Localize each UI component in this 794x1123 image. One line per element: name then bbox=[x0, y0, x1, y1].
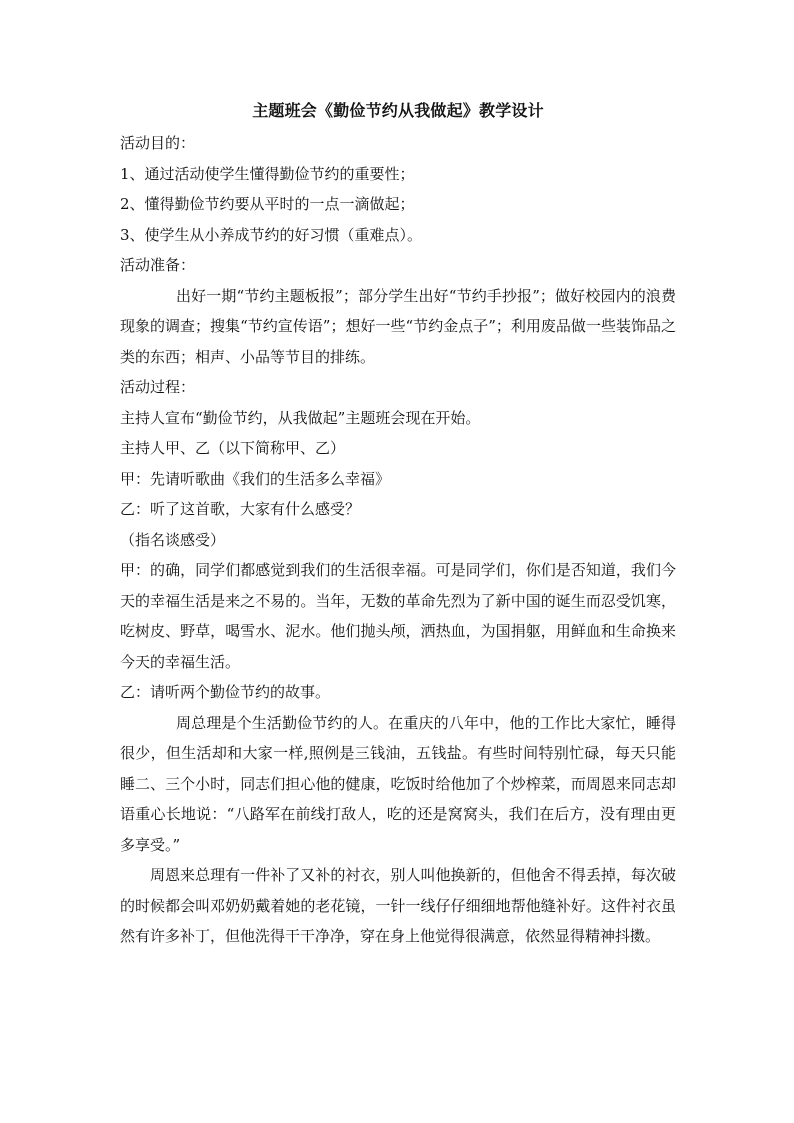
yi-line: 乙：请听两个勤俭节约的故事。 bbox=[120, 683, 331, 701]
story-paragraph-2: 周恩来总理有一件补了又补的衬衣，别人叫他换新的，但他舍不得丢掉，每次破的时候都会叫邓奶奶戴着她的老花镜，一针一线仔仔细细地帮他缝补好。这件衬衣虽然有许多补丁，但他洗得干干净净，穿在身上他觉得很满意，依然显得精神抖擞。 bbox=[120, 866, 676, 945]
goal-item-2: 2、懂得勤俭节约要从平时的一点一滴做起； bbox=[120, 195, 415, 213]
prep-paragraph: 出好一期“节约主题板报”；部分学生出好“节约手抄报”；做好校园内的浪费现象的调查；搜集“节约宣传语”；想好一些“节约金点子”；利用废品做一些装饰品之类的东西；相声、小品等节目的排练。 bbox=[120, 286, 676, 366]
jia-paragraph: 甲：的确，同学们都感觉到我们的生活很幸福。可是同学们，你们是否知道，我们今天的幸福生活是来之不易的。当年，无数的革命先烈为了新中国的诞生而忍受饥寒，吃树皮、野草，喝雪水、泥水。他们抛头颅，洒热血，为国捐躯，用鲜血和生命换来今天的幸福生活。 bbox=[120, 561, 676, 671]
process-line-1: 主持人宣布“勤俭节约，从我做起”主题班会现在开始。 bbox=[120, 408, 481, 427]
document-title: 主题班会《勤俭节约从我做起》教学设计 bbox=[252, 101, 544, 120]
process-line-4: 乙：听了这首歌，大家有什么感受？ bbox=[120, 500, 361, 518]
document-page bbox=[120, 94, 676, 952]
story-paragraph-1: 周总理是个生活勤俭节约的人。在重庆的八年中，他的工作比大家忙，睡得很少，但生活却和大家一样,照例是三钱油，五钱盐。有些时间特别忙碌，每天只能睡二、三个小时，同志们担心他的健康，吃饭时给他加了个炒榨菜，而周恩来同志却语重心长地说：“八路军在前线打敌人，吃的还是窝窝头，我们在后方，没有理由更多享受。” bbox=[120, 713, 676, 854]
goals-heading: 活动目的： bbox=[120, 134, 196, 152]
prep-heading: 活动准备： bbox=[120, 256, 196, 274]
process-line-5: （指名谈感受） bbox=[120, 530, 226, 549]
goal-item-3: 3、使学生从小养成节约的好习惯（重难点）。 bbox=[120, 225, 423, 244]
goal-item-1: 1、通过活动使学生懂得勤俭节约的重要性； bbox=[120, 164, 415, 183]
process-line-3: 甲：先请听歌曲《我们的生活多么幸福》 bbox=[120, 469, 391, 488]
process-heading: 活动过程： bbox=[120, 378, 196, 396]
process-line-2: 主持人甲、乙（以下简称甲、乙） bbox=[120, 439, 346, 457]
